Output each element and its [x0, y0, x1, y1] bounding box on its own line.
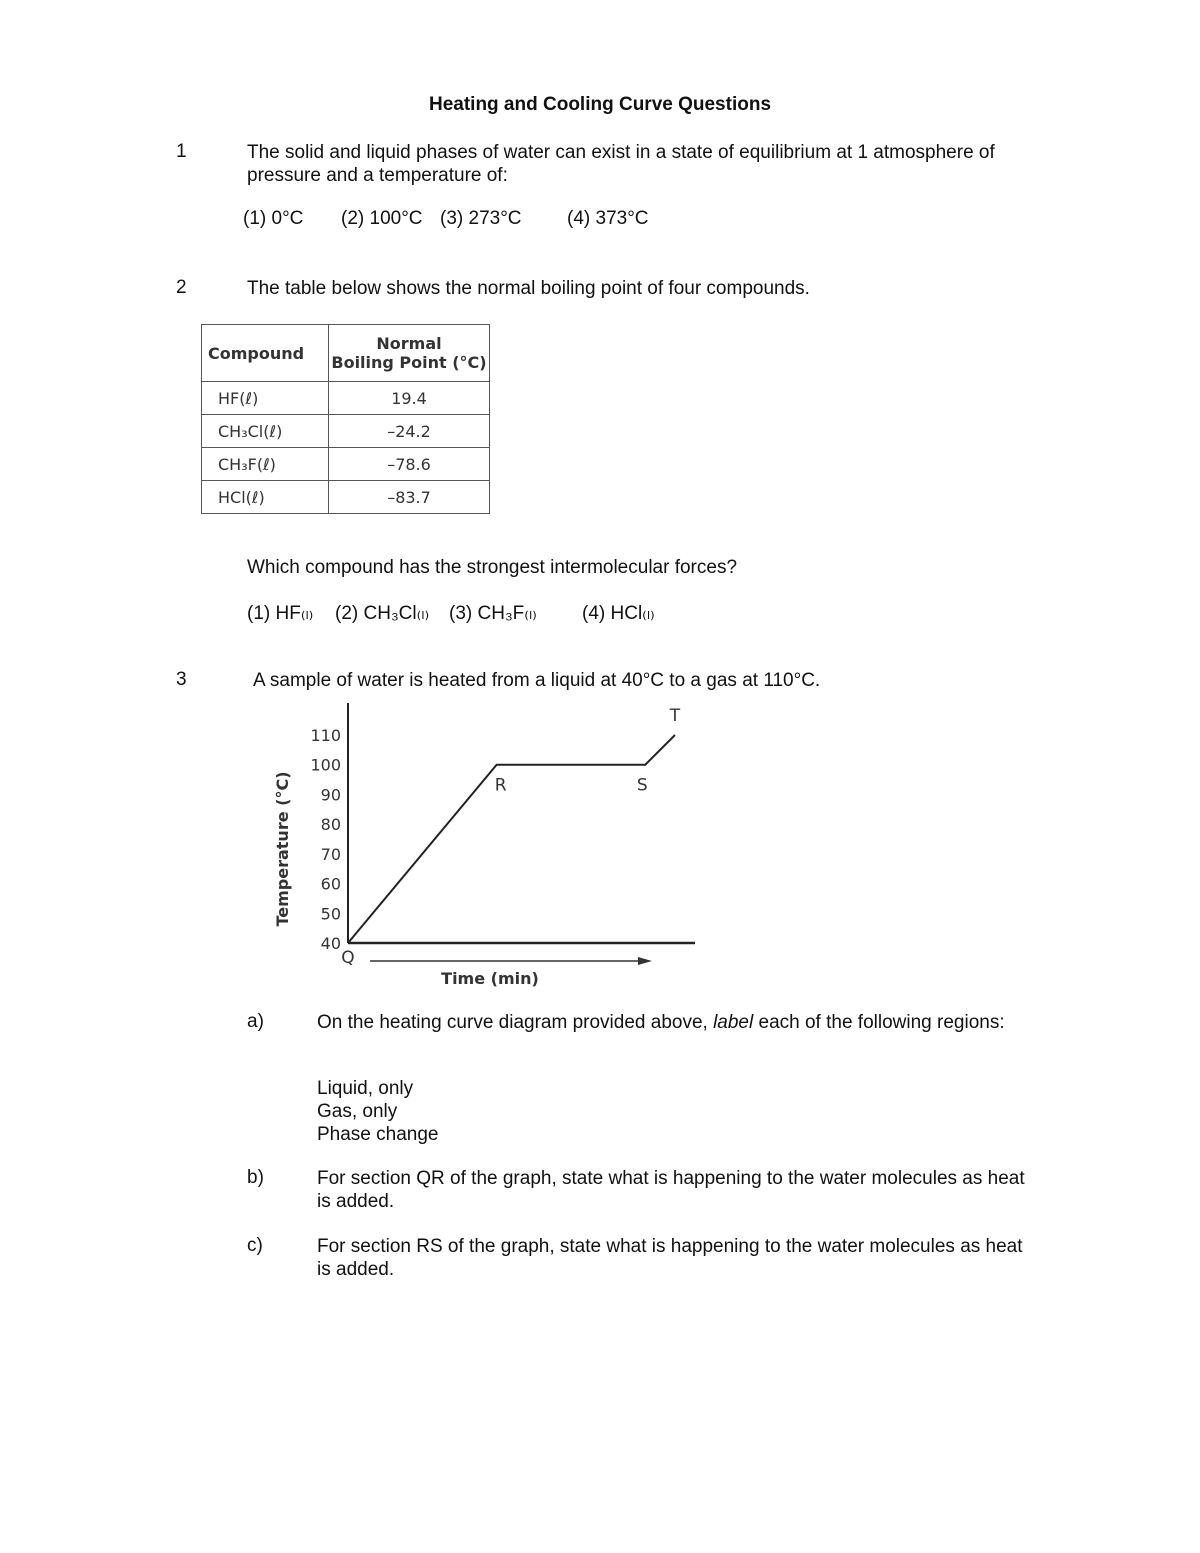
y-tick-label: 60	[320, 874, 341, 894]
bp-cell: –24.2	[329, 415, 490, 448]
part-b-text: For section QR of the graph, state what is happening to the water molecules as heat is added.	[317, 1168, 1025, 1212]
q2-choice-1: (1) HF₍ₗ₎	[247, 603, 314, 624]
part-a-label: a)	[247, 1011, 264, 1032]
table-row	[202, 448, 490, 481]
question-1-number: 1	[176, 141, 187, 162]
part-a-text	[317, 1011, 1037, 1034]
y-tick-label: 40	[320, 934, 341, 953]
y-axis-label: Temperature (°C)	[273, 771, 292, 927]
part-a-list	[317, 1077, 1037, 1146]
header-boiling-point	[329, 325, 490, 382]
point-label-r: R	[494, 775, 507, 796]
heating-curve-chart	[260, 695, 720, 995]
question-2-text: The table below shows the normal boiling point of four compounds.	[247, 278, 810, 299]
point-label-q: Q	[341, 948, 355, 968]
part-c-text: For section RS of the graph, state what is happening to the water molecules as heat is added.	[317, 1236, 1023, 1280]
q1-choice-1: (1) 0°C	[243, 208, 304, 229]
y-tick-label: 110	[310, 726, 341, 745]
y-tick-label: 100	[310, 755, 341, 775]
time-arrow	[370, 957, 652, 965]
y-tick-label: 80	[320, 815, 341, 835]
q2-choice-4: (4) HCl₍ₗ₎	[582, 603, 655, 624]
compound-cell: CH₃Cl(ℓ)	[202, 415, 329, 448]
list-item: Phase change	[317, 1124, 439, 1145]
question-1-text: The solid and liquid phases of water can exist in a state of equilibrium at 1 atmosphere of pressure and a temperature of:	[247, 142, 995, 186]
table-row	[202, 481, 490, 514]
q2-choice-2: (2) CH₃Cl₍ₗ₎	[335, 603, 430, 624]
part-a-text-italic: label	[713, 1012, 754, 1033]
table-header-row	[202, 325, 490, 382]
list-item: Liquid, only	[317, 1078, 414, 1099]
y-tick-label: 70	[320, 844, 341, 864]
q1-choice-3: (3) 273°C	[440, 208, 522, 229]
point-label-t: T	[669, 706, 681, 726]
y-tick-label: 50	[320, 904, 341, 924]
part-a-text-after: each of the following regions:	[753, 1012, 1005, 1033]
part-a-text-before: On the heating curve diagram provided above,	[317, 1012, 714, 1033]
header-bp-line2: Boiling Point (°C)	[331, 353, 487, 372]
question-3-text: A sample of water is heated from a liquid at 40°C to a gas at 110°C.	[253, 670, 821, 691]
bp-cell: –78.6	[329, 448, 490, 481]
point-label-s: S	[636, 775, 648, 796]
y-tick-labels	[310, 726, 341, 953]
boiling-point-table	[201, 324, 490, 514]
bp-cell: –83.7	[329, 481, 490, 514]
compound-cell: HF(ℓ)	[202, 382, 329, 415]
point-labels	[341, 706, 681, 968]
heating-curve-line	[348, 735, 675, 943]
table-row	[202, 415, 490, 448]
question-3-number: 3	[176, 669, 187, 690]
q1-choice-2: (2) 100°C	[341, 208, 423, 229]
compound-cell: HCl(ℓ)	[202, 481, 329, 514]
list-item: Gas, only	[317, 1101, 398, 1122]
page-title: Heating and Cooling Curve Questions	[428, 94, 772, 115]
q2-choice-3: (3) CH₃F₍ₗ₎	[449, 603, 537, 624]
y-tick-label: 90	[320, 785, 341, 805]
bp-cell: 19.4	[329, 382, 490, 415]
part-c-label: c)	[247, 1235, 263, 1256]
header-bp-line1: Normal	[376, 334, 442, 353]
header-compound: Compound	[202, 325, 329, 382]
q1-choice-4: (4) 373°C	[567, 208, 649, 229]
part-b-label: b)	[247, 1167, 264, 1188]
question-2-number: 2	[176, 277, 187, 298]
x-axis-label: Time (min)	[441, 969, 539, 988]
table-row	[202, 382, 490, 415]
compound-cell: CH₃F(ℓ)	[202, 448, 329, 481]
question-2-prompt: Which compound has the strongest intermolecular forces?	[247, 557, 738, 578]
